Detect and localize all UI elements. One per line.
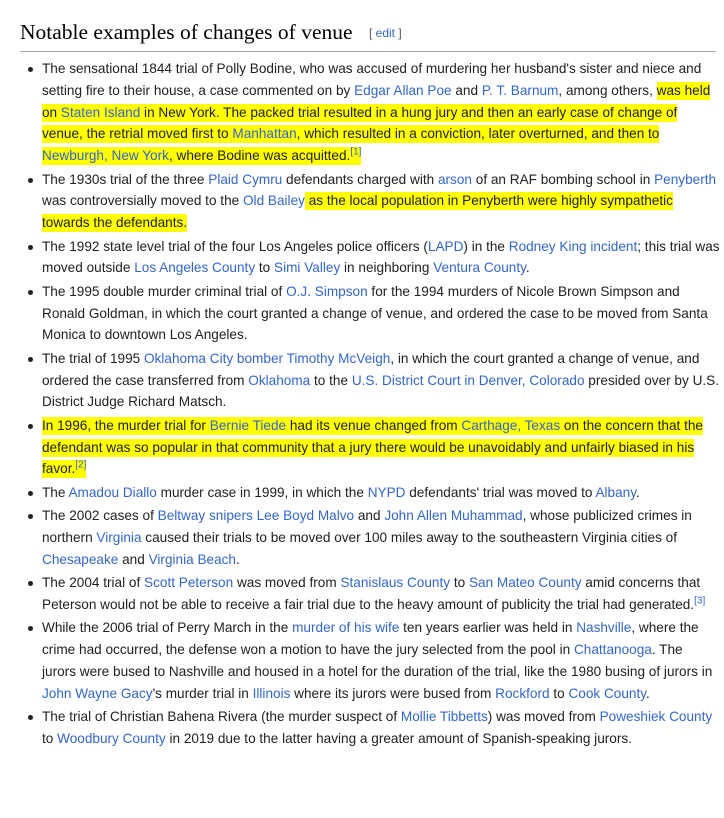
citation [350, 147, 361, 158]
highlight [286, 417, 461, 435]
wiki-link[interactable]: NYPD [367, 484, 406, 500]
item-text: . The jurors were bused to Nashville and housed in a hotel for the duration of the trial, like the 1980 busing of jurors in [42, 642, 713, 679]
item-text: The trial of Christian Bahena Rivera (the murder suspect of [42, 709, 401, 725]
item-text: ) in the [463, 238, 509, 254]
wiki-link[interactable]: Bernie Tiede [209, 417, 287, 433]
item-text: for the 1994 murders of Nicole Brown Simpson and Ronald Goldman, in which the court granted a change of venue, and ordered the case to be moved from Santa Monica to downtown Los Angeles. [42, 283, 708, 343]
wiki-link[interactable]: Rodney King incident [508, 238, 638, 254]
item-text: The [42, 484, 69, 500]
highlight [350, 147, 361, 165]
highlight [61, 104, 140, 122]
citation [75, 460, 86, 471]
item-text: amid concerns that Peterson would not be able to receive a fair trial due to the heavy amount of publicity the trial had generated. [42, 575, 701, 612]
wiki-link[interactable]: Chesapeake [42, 551, 119, 567]
item-text: The 2002 cases of [42, 508, 158, 524]
wiki-link[interactable]: Oklahoma [248, 372, 311, 388]
highlight [169, 147, 350, 165]
item-text: had its venue changed from [286, 417, 462, 433]
item-text: presided over by U.S. District Judge Richard Matsch. [42, 372, 720, 410]
wiki-link[interactable]: Poweshiek County [599, 709, 713, 725]
list-item [24, 236, 720, 280]
edit-bracket-close: ] [395, 26, 402, 40]
wiki-link[interactable]: Simi Valley [274, 260, 341, 276]
wiki-link[interactable]: Albany [595, 484, 637, 500]
wiki-link[interactable]: Edgar Allan Poe [354, 82, 452, 98]
item-text: ten years earlier was held in [399, 620, 577, 636]
item-text: . [636, 484, 640, 500]
item-text: and [354, 508, 385, 524]
wiki-link[interactable]: murder of his wife [292, 620, 400, 636]
item-text: of an RAF bombing school in [471, 171, 655, 187]
venue-change-list [24, 58, 720, 751]
wiki-link[interactable]: Chattanooga [573, 642, 652, 658]
list-item [24, 169, 720, 234]
wiki-link[interactable]: O.J. Simpson [286, 283, 368, 299]
item-text: The 1992 state level trial of the four Los Angeles police officers ( [42, 238, 428, 254]
highlight [461, 417, 560, 435]
list-item [24, 617, 720, 704]
wiki-link[interactable]: Ventura County [433, 260, 526, 276]
wiki-link[interactable]: Penyberth [654, 171, 717, 187]
section-title: Notable examples of changes of venue [20, 20, 353, 44]
item-text: The sensational 1844 trial of Polly Bodine, who was accused of murdering her husband's sister and niece and setting fire to their house, a case commented on by [42, 61, 702, 98]
list-item [24, 482, 720, 504]
wiki-link[interactable]: Woodbury County [57, 730, 166, 746]
item-text: ; this trial was moved outside [42, 238, 720, 276]
list-item [24, 505, 720, 570]
list-item [24, 706, 720, 750]
item-text: as the local population in Penyberth were highly sympathetic towards the defendants. [42, 193, 673, 231]
wiki-link[interactable]: Manhattan [232, 126, 297, 142]
list-item [24, 415, 720, 480]
item-text: . [236, 551, 240, 567]
item-text: and [118, 551, 149, 567]
item-text: , among others, [558, 82, 657, 98]
wiki-link[interactable]: John Wayne Gacy [42, 685, 153, 701]
item-text: and [451, 82, 482, 98]
wiki-link[interactable]: P. T. Barnum [481, 82, 559, 98]
wiki-link[interactable]: Nashville [576, 620, 632, 636]
item-text: on the concern that the defendant was so popular in that community that a jury there would be unavoidably and unfairly biased in his favor. [42, 417, 703, 477]
item-text: in neighboring [340, 260, 434, 276]
list-item [24, 348, 720, 413]
citation-link[interactable]: [2] [75, 459, 87, 471]
item-text: in New York. The packed trial resulted in a hung jury and then an early case of change of venue, the retrial moved first to [42, 104, 678, 142]
list-item [24, 281, 720, 346]
item-text: to the [310, 372, 352, 388]
wiki-link[interactable]: San Mateo County [468, 575, 582, 591]
item-text: , where the crime had occurred, the defense won a motion to have the jury selected from the pool in [42, 620, 699, 658]
item-text: , which resulted in a conviction, later overturned, and then to [296, 126, 660, 142]
item-text: caused their trials to be moved over 100 miles away to the southeastern Virginia cities of [141, 529, 677, 545]
item-text: was held on [42, 82, 711, 120]
highlight [42, 417, 210, 435]
wiki-link[interactable]: Old Bailey [242, 193, 305, 209]
wiki-link[interactable]: Cook County [568, 685, 647, 701]
wiki-link[interactable]: Newburgh, New York [42, 148, 169, 164]
wiki-link[interactable]: John Allen Muhammad [384, 508, 523, 524]
item-text: to [255, 260, 275, 276]
item-text: . [525, 260, 530, 276]
item-text: , in which the court granted a change of venue, and ordered the case transferred from [42, 350, 700, 388]
highlight [75, 460, 86, 478]
wiki-link[interactable]: Timothy McVeigh [286, 350, 391, 366]
wiki-link[interactable]: U.S. District Court in Denver, Colorado [351, 372, 585, 388]
wiki-link[interactable]: Scott Peterson [144, 575, 234, 591]
item-text: While the 2006 trial of Perry March in the [42, 620, 293, 636]
highlight [297, 125, 660, 143]
item-text: was moved from [233, 575, 341, 591]
item-text: to [450, 575, 469, 591]
item-text: defendants charged with [282, 171, 438, 187]
item-text: . [646, 685, 650, 701]
wiki-link[interactable]: Beltway snipers [157, 508, 253, 524]
list-item [24, 572, 720, 616]
citation-link[interactable]: [1] [350, 146, 362, 158]
item-text: The trial of 1995 [42, 350, 145, 366]
wiki-link[interactable]: Lee Boyd Malvo [256, 508, 355, 524]
wiki-link[interactable]: Los Angeles County [134, 260, 256, 276]
wiki-link[interactable]: Rockford [495, 685, 550, 701]
highlight [42, 147, 169, 165]
item-text: to [42, 730, 58, 746]
wiki-link[interactable]: Plaid Cymru [208, 171, 283, 187]
item-text: , where Bodine was acquitted. [168, 148, 351, 164]
edit-section [369, 26, 402, 40]
wiki-link[interactable]: Stanislaus County [340, 575, 451, 591]
item-text: to [549, 685, 569, 701]
wiki-link[interactable]: Oklahoma City bomber [144, 350, 284, 366]
item-text: was controversially moved to the [42, 193, 243, 209]
edit-bracket-open: [ [368, 26, 376, 40]
wiki-link[interactable]: Amadou Diallo [68, 484, 157, 500]
section-heading [20, 18, 716, 52]
wiki-link[interactable]: LAPD [427, 238, 464, 254]
item-text: , whose publicized crimes in northern [42, 508, 692, 545]
edit-link[interactable]: edit [375, 26, 396, 40]
wiki-link[interactable]: Carthage, Texas [461, 417, 561, 433]
wiki-link[interactable]: Illinois [252, 685, 291, 701]
wiki-link[interactable]: Staten Island [60, 104, 141, 120]
wiki-link[interactable]: Virginia Beach [148, 551, 236, 567]
highlight [210, 417, 286, 435]
item-text: ) was moved from [487, 709, 600, 725]
wiki-link[interactable]: arson [437, 171, 472, 187]
wiki-link[interactable]: Mollie Tibbetts [400, 709, 488, 725]
item-text: 's murder trial in [152, 685, 253, 701]
wiki-link[interactable]: Virginia [96, 529, 142, 545]
item-text: The 2004 trial of [42, 575, 145, 591]
highlight [232, 125, 296, 143]
citation-link[interactable]: [3] [694, 595, 706, 607]
citation [694, 595, 705, 606]
item-text: The 1995 double murder criminal trial of [42, 283, 287, 299]
item-text: In 1996, the murder trial for [42, 417, 210, 433]
item-text: where its jurors were bused from [290, 685, 496, 701]
item-text: defendants' trial was moved to [405, 484, 596, 500]
item-text: in 2019 due to the latter having a greater amount of Spanish-speaking jurors. [165, 730, 632, 746]
item-text: The 1930s trial of the three [42, 171, 209, 187]
list-item [24, 58, 720, 167]
item-text: murder case in 1999, in which the [156, 484, 368, 500]
